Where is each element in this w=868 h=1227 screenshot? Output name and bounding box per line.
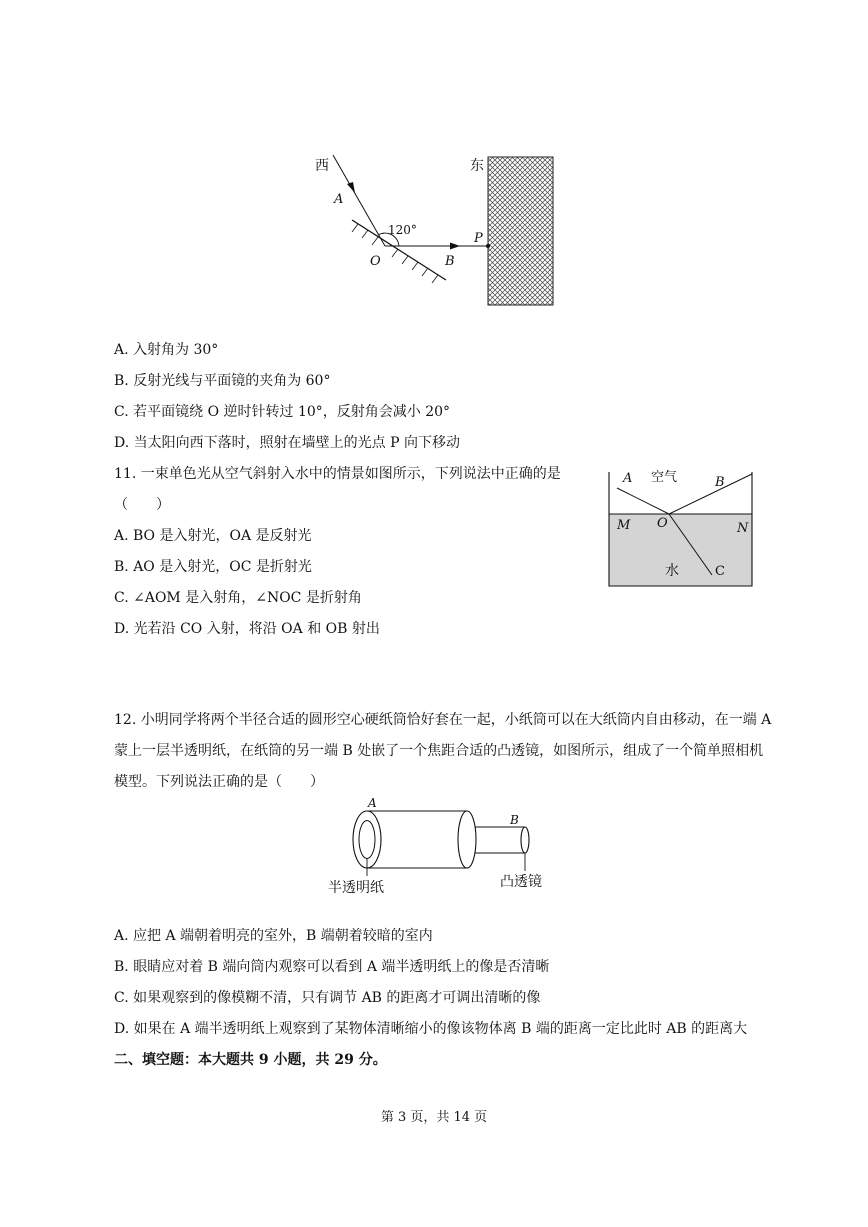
q11-option-c: C. ∠AOM 是入射角，∠NOC 是折射角 [114, 590, 362, 606]
small-tube [470, 827, 525, 853]
label-a: A [623, 471, 633, 486]
label-o: O [657, 516, 668, 531]
incident-arrow [347, 182, 355, 193]
label-paper: 半透明纸 [328, 880, 384, 896]
label-west: 西 [315, 158, 329, 174]
q12-stem-line1: 12. 小明同学将两个半径合适的圆形空心硬纸筒恰好套在一起，小纸筒可以在大纸筒内自由移动，在一端 A [114, 712, 772, 728]
label-m: M [617, 518, 631, 533]
label-water: 水 [665, 563, 679, 579]
convex-lens-end [521, 827, 529, 853]
label-angle: 120° [388, 223, 417, 237]
wall [488, 157, 553, 305]
small-tube-join [476, 827, 525, 853]
q11-stem: 11. 一束单色光从空气斜射入水中的情景如图所示，下列说法中正确的是 [114, 466, 561, 482]
q11-option-b: B. AO 是入射光，OC 是折射光 [114, 559, 312, 575]
q10-option-c: C. 若平面镜绕 O 逆时针转过 10°，反射角会减小 20° [114, 404, 451, 420]
q12-option-d: D. 如果在 A 端半透明纸上观察到了某物体清晰缩小的像该物体离 B 端的距离一定比此时 AB 的距离大 [114, 1021, 748, 1037]
reflected-arrow [450, 243, 460, 250]
label-b: B [510, 813, 519, 827]
label-air: 空气 [651, 470, 678, 485]
label-p: P [474, 231, 483, 246]
refraction-diagram [605, 462, 757, 592]
q12-option-a: A. 应把 A 端朝着明亮的室外，B 端朝着较暗的室内 [114, 928, 433, 944]
label-n: N [737, 521, 749, 536]
reflection-diagram [300, 150, 570, 320]
q11-option-a: A. BO 是入射光，OA 是反射光 [114, 528, 312, 544]
q12-option-b: B. 眼睛应对着 B 端向筒内观察可以看到 A 端半透明纸上的像是否清晰 [114, 959, 550, 975]
label-a: A [334, 192, 344, 207]
large-tube-back [458, 811, 476, 868]
label-east: 东 [470, 158, 484, 174]
q11-option-d: D. 光若沿 CO 入射，将沿 OA 和 OB 射出 [114, 621, 380, 637]
label-lens: 凸透镜 [500, 874, 542, 890]
water-region [609, 514, 752, 586]
label-b: B [445, 254, 455, 269]
translucent-paper-inner [359, 821, 375, 859]
ray-ob [669, 474, 752, 514]
camera-model-diagram [320, 796, 560, 900]
q12-option-c: C. 如果观察到的像模糊不清，只有调节 AB 的距离才可调出清晰的像 [114, 990, 541, 1006]
large-tube [367, 811, 467, 868]
q12-stem-line2: 蒙上一层半透明纸，在纸筒的另一端 B 处嵌了一个焦距合适的凸透镜，如图所示，组成了一个简单照相机 [114, 743, 764, 759]
section-two-heading: 二、填空题：本大题共 9 小题，共 29 分。 [114, 1052, 387, 1068]
light-spot-p [486, 244, 490, 248]
label-b: B [715, 475, 725, 490]
q10-option-a: A. 入射角为 30° [114, 342, 219, 358]
label-a: A [368, 796, 377, 810]
q12-stem-line3: 模型。下列说法正确的是（ ） [114, 774, 324, 790]
q11-paren: （ ） [114, 497, 170, 513]
page-footer: 第 3 页，共 14 页 [380, 1110, 488, 1125]
ray-ao [617, 488, 669, 514]
q10-option-b: B. 反射光线与平面镜的夹角为 60° [114, 373, 331, 389]
label-o: O [370, 254, 381, 269]
label-c: C [715, 564, 725, 579]
q10-option-d: D. 当太阳向西下落时，照射在墙壁上的光点 P 向下移动 [114, 435, 460, 451]
